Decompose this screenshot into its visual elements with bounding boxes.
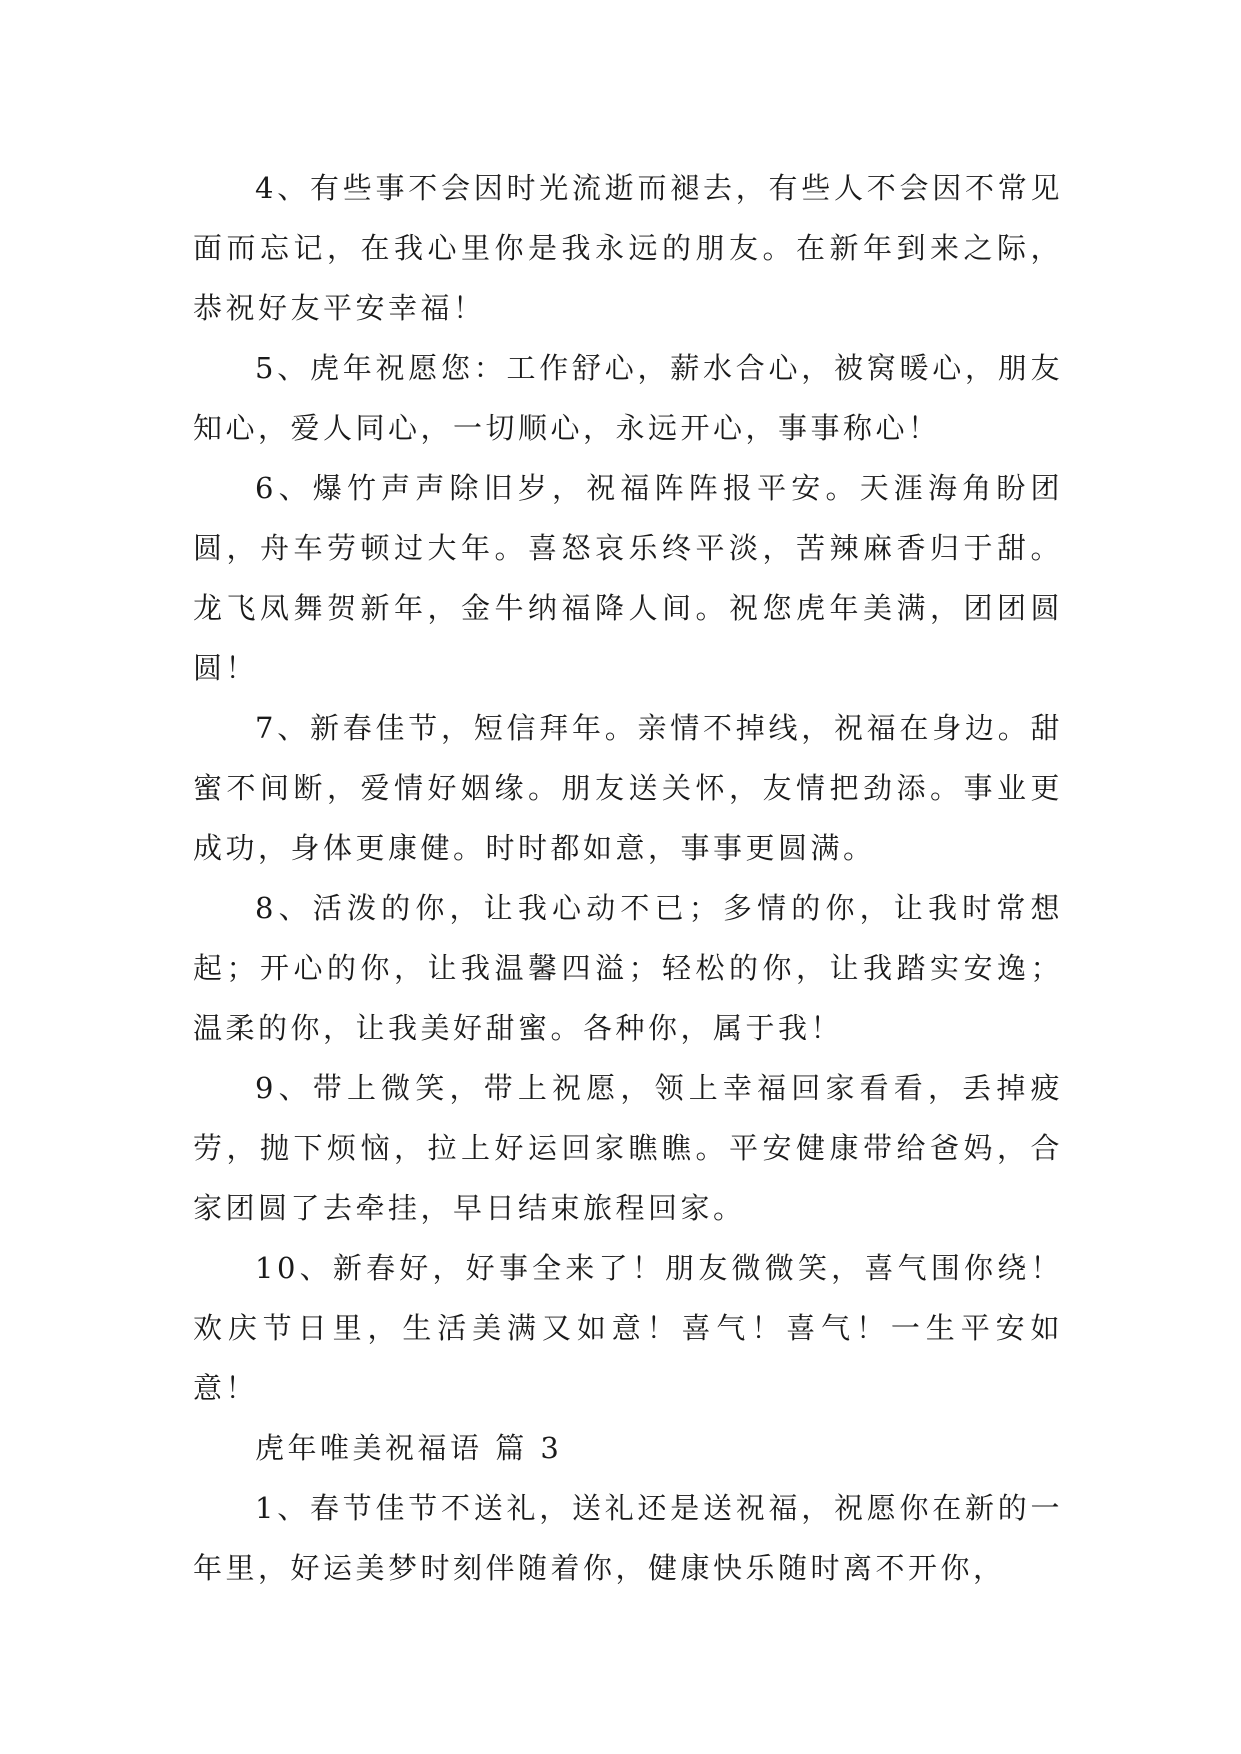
paragraph-9: 9、带上微笑，带上祝愿，领上幸福回家看看，丢掉疲劳，抛下烦恼，拉上好运回家瞧瞧。平安健康带给爸妈，合家团圆了去牵挂，早日结束旅程回家。 — [193, 1071, 1063, 1225]
paragraph-4: 4、有些事不会因时光流逝而褪去，有些人不会因不常见面而忘记，在我心里你是我永远的朋友。在新年到来之际，恭祝好友平安幸福！ — [193, 171, 1063, 325]
section-heading: 虎年唯美祝福语 篇 3 — [255, 1431, 563, 1465]
paragraph-6: 6、爆竹声声除旧岁，祝福阵阵报平安。天涯海角盼团圆，舟车劳顿过大年。喜怒哀乐终平淡，苦辣麻香归于甜。龙飞凤舞贺新年，金牛纳福降人间。祝您虎年美满，团团圆圆！ — [193, 471, 1063, 685]
paragraph-8: 8、活泼的你，让我心动不已；多情的你，让我时常想起；开心的你，让我温馨四溢；轻松的你，让我踏实安逸；温柔的你，让我美好甜蜜。各种你，属于我！ — [193, 891, 1063, 1045]
document-body — [193, 158, 1063, 1598]
paragraph-7: 7、新春佳节，短信拜年。亲情不掉线，祝福在身边。甜蜜不间断，爱情好姻缘。朋友送关怀，友情把劲添。事业更成功，身体更康健。时时都如意，事事更圆满。 — [193, 711, 1063, 865]
section-paragraph-1: 1、春节佳节不送礼，送礼还是送祝福，祝愿你在新的一年里，好运美梦时刻伴随着你，健康快乐随时离不开你， — [193, 1491, 1063, 1585]
paragraph-5: 5、虎年祝愿您：工作舒心，薪水合心，被窝暖心，朋友知心，爱人同心，一切顺心，永远开心，事事称心！ — [193, 351, 1063, 445]
paragraph-10: 10、新春好，好事全来了！朋友微微笑，喜气围你绕！欢庆节日里，生活美满又如意！喜气！喜气！一生平安如意！ — [193, 1251, 1063, 1405]
